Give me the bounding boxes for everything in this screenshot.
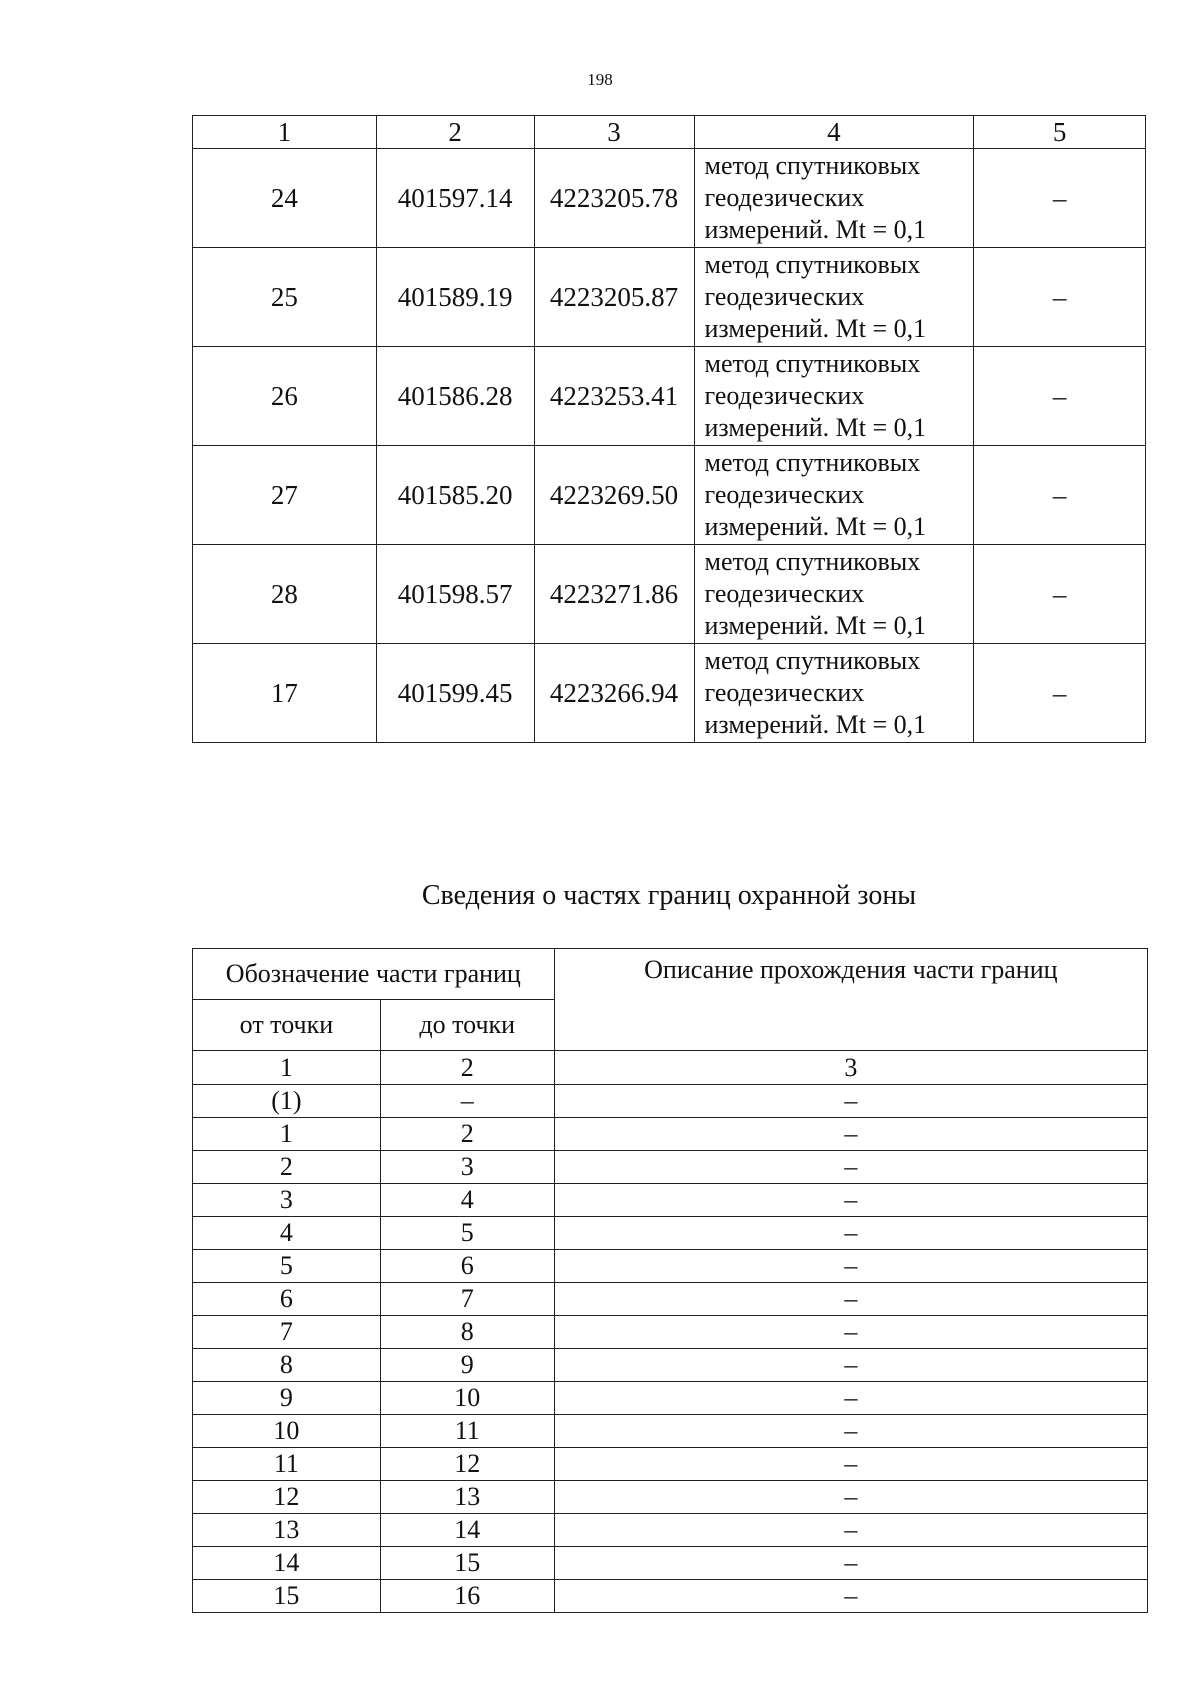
method-line: геодезических — [704, 579, 865, 608]
table-row — [193, 1382, 1148, 1415]
to-point-cell: 4 — [380, 1184, 554, 1217]
table-row — [193, 1151, 1148, 1184]
point-number-cell: 26 — [193, 347, 377, 446]
x-coordinate-cell: 401598.57 — [376, 545, 534, 644]
header-part-designation: Обозначение части границ — [193, 949, 555, 1000]
description-cell: – — [554, 1415, 1147, 1448]
table-row — [193, 1349, 1148, 1382]
table-row — [193, 644, 1146, 743]
y-coordinate-cell: 4223266.94 — [534, 644, 694, 743]
y-coordinate-cell: 4223269.50 — [534, 446, 694, 545]
x-coordinate-cell: 401597.14 — [376, 149, 534, 248]
column-number: 1 — [193, 116, 377, 149]
y-coordinate-cell: 4223271.86 — [534, 545, 694, 644]
method-line: измерений. Mt = 0,1 — [704, 710, 927, 739]
table-row — [193, 1118, 1148, 1151]
description-cell: – — [554, 1316, 1147, 1349]
method-line: метод спутниковых — [704, 250, 921, 279]
description-cell: – — [554, 1382, 1147, 1415]
header-part-description: Описание прохождения части границ — [554, 949, 1147, 1051]
table-row — [193, 1250, 1148, 1283]
note-cell: – — [974, 545, 1146, 644]
boundary-parts-table — [192, 948, 1148, 1613]
to-point-cell: 6 — [380, 1250, 554, 1283]
table-row — [193, 1580, 1148, 1613]
column-number: 2 — [376, 116, 534, 149]
from-point-cell: (1) — [193, 1085, 381, 1118]
description-cell: – — [554, 1118, 1147, 1151]
from-point-cell: 15 — [193, 1580, 381, 1613]
method-cell — [694, 446, 974, 545]
x-coordinate-cell: 401599.45 — [376, 644, 534, 743]
header-from-point: от точки — [193, 1000, 381, 1051]
method-line: геодезических — [704, 183, 865, 212]
description-cell: – — [554, 1547, 1147, 1580]
table-row — [193, 545, 1146, 644]
method-line: измерений. Mt = 0,1 — [704, 215, 927, 244]
column-number: 2 — [380, 1051, 554, 1085]
x-coordinate-cell: 401585.20 — [376, 446, 534, 545]
table-row — [193, 1283, 1148, 1316]
method-line: геодезических — [704, 381, 865, 410]
method-line: измерений. Mt = 0,1 — [704, 512, 927, 541]
from-point-cell: 2 — [193, 1151, 381, 1184]
from-point-cell: 5 — [193, 1250, 381, 1283]
description-cell: – — [554, 1349, 1147, 1382]
column-number-row — [193, 116, 1146, 149]
to-point-cell: 12 — [380, 1448, 554, 1481]
description-cell: – — [554, 1481, 1147, 1514]
y-coordinate-cell: 4223205.78 — [534, 149, 694, 248]
note-cell: – — [974, 149, 1146, 248]
y-coordinate-cell: 4223205.87 — [534, 248, 694, 347]
table-row — [193, 1217, 1148, 1250]
method-cell — [694, 347, 974, 446]
to-point-cell: – — [380, 1085, 554, 1118]
from-point-cell: 10 — [193, 1415, 381, 1448]
column-number: 4 — [694, 116, 974, 149]
table-row — [193, 248, 1146, 347]
method-line: метод спутниковых — [704, 547, 921, 576]
to-point-cell: 5 — [380, 1217, 554, 1250]
table-row — [193, 446, 1146, 545]
to-point-cell: 16 — [380, 1580, 554, 1613]
table-row — [193, 1547, 1148, 1580]
to-point-cell: 7 — [380, 1283, 554, 1316]
method-cell — [694, 644, 974, 743]
header-to-point: до точки — [380, 1000, 554, 1051]
to-point-cell: 3 — [380, 1151, 554, 1184]
from-point-cell: 7 — [193, 1316, 381, 1349]
point-number-cell: 28 — [193, 545, 377, 644]
method-line: метод спутниковых — [704, 151, 921, 180]
method-line: измерений. Mt = 0,1 — [704, 413, 927, 442]
note-cell: – — [974, 248, 1146, 347]
to-point-cell: 15 — [380, 1547, 554, 1580]
from-point-cell: 12 — [193, 1481, 381, 1514]
point-number-cell: 24 — [193, 149, 377, 248]
method-line: геодезических — [704, 480, 865, 509]
from-point-cell: 6 — [193, 1283, 381, 1316]
y-coordinate-cell: 4223253.41 — [534, 347, 694, 446]
x-coordinate-cell: 401586.28 — [376, 347, 534, 446]
to-point-cell: 9 — [380, 1349, 554, 1382]
column-number: 3 — [554, 1051, 1147, 1085]
method-line: метод спутниковых — [704, 349, 921, 378]
description-cell: – — [554, 1085, 1147, 1118]
description-cell: – — [554, 1184, 1147, 1217]
description-cell: – — [554, 1283, 1147, 1316]
method-cell — [694, 545, 974, 644]
note-cell: – — [974, 347, 1146, 446]
description-cell: – — [554, 1250, 1147, 1283]
table-row — [193, 1085, 1148, 1118]
point-number-cell: 27 — [193, 446, 377, 545]
x-coordinate-cell: 401589.19 — [376, 248, 534, 347]
from-point-cell: 4 — [193, 1217, 381, 1250]
method-cell — [694, 149, 974, 248]
description-cell: – — [554, 1514, 1147, 1547]
method-line: геодезических — [704, 678, 865, 707]
page-number: 198 — [587, 70, 613, 89]
column-number: 5 — [974, 116, 1146, 149]
from-point-cell: 3 — [193, 1184, 381, 1217]
to-point-cell: 11 — [380, 1415, 554, 1448]
table-row — [193, 1316, 1148, 1349]
table-row — [193, 1514, 1148, 1547]
method-cell — [694, 248, 974, 347]
table-row — [193, 347, 1146, 446]
from-point-cell: 14 — [193, 1547, 381, 1580]
column-number: 3 — [534, 116, 694, 149]
note-cell: – — [974, 446, 1146, 545]
description-cell: – — [554, 1151, 1147, 1184]
point-number-cell: 25 — [193, 248, 377, 347]
to-point-cell: 2 — [380, 1118, 554, 1151]
table-row — [193, 1448, 1148, 1481]
method-line: геодезических — [704, 282, 865, 311]
to-point-cell: 10 — [380, 1382, 554, 1415]
to-point-cell: 14 — [380, 1514, 554, 1547]
note-cell: – — [974, 644, 1146, 743]
to-point-cell: 13 — [380, 1481, 554, 1514]
from-point-cell: 9 — [193, 1382, 381, 1415]
table-row — [193, 1184, 1148, 1217]
method-line: метод спутниковых — [704, 646, 921, 675]
from-point-cell: 11 — [193, 1448, 381, 1481]
table-row — [193, 1415, 1148, 1448]
method-line: измерений. Mt = 0,1 — [704, 611, 927, 640]
to-point-cell: 8 — [380, 1316, 554, 1349]
point-number-cell: 17 — [193, 644, 377, 743]
column-number-row — [193, 1051, 1148, 1085]
description-cell: – — [554, 1217, 1147, 1250]
coordinates-table-body — [193, 149, 1146, 743]
from-point-cell: 1 — [193, 1118, 381, 1151]
method-line: измерений. Mt = 0,1 — [704, 314, 927, 343]
table-row — [193, 149, 1146, 248]
from-point-cell: 8 — [193, 1349, 381, 1382]
from-point-cell: 13 — [193, 1514, 381, 1547]
method-line: метод спутниковых — [704, 448, 921, 477]
description-cell: – — [554, 1448, 1147, 1481]
column-number: 1 — [193, 1051, 381, 1085]
table-row — [193, 1481, 1148, 1514]
section-title: Сведения о частях границ охранной зоны — [421, 880, 917, 911]
description-cell: – — [554, 1580, 1147, 1613]
coordinates-table — [192, 115, 1146, 743]
boundary-parts-table-body — [193, 1051, 1148, 1613]
